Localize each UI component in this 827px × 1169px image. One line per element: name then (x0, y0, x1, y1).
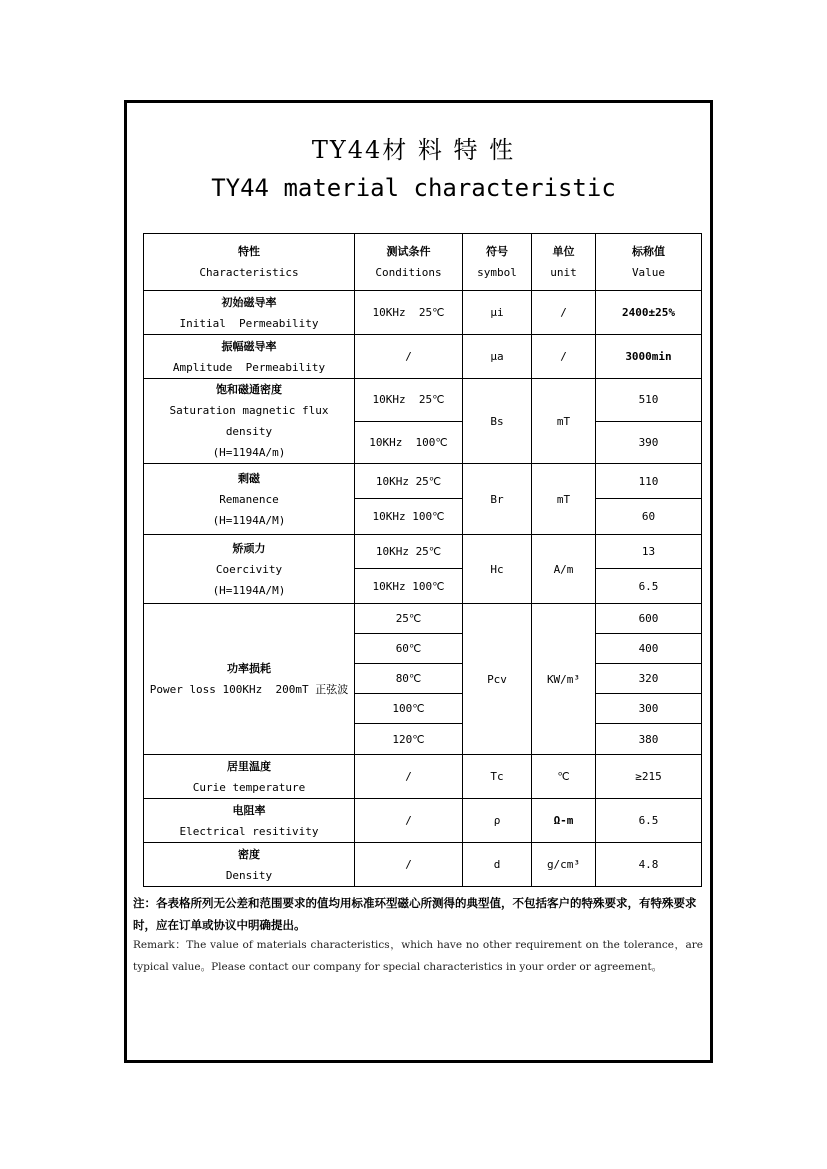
table-row (144, 335, 702, 379)
saturation-note: (H=1194A/m) (212, 446, 286, 459)
coercivity-name (144, 535, 355, 604)
saturation-cn: 饱和磁通密度 (216, 383, 282, 396)
curie-name (144, 755, 355, 799)
initial-permeability-en: Initial Permeability (179, 316, 319, 330)
coercivity-condition-1: 10KHz 25℃ (355, 535, 463, 569)
power-loss-value-5: 380 (596, 724, 702, 755)
resistivity-condition: / (355, 799, 463, 843)
density-symbol: d (463, 843, 532, 887)
coercivity-unit: A/m (532, 535, 596, 604)
remanence-en: Remanence (219, 492, 279, 506)
saturation-condition-2: 10KHz 100℃ (355, 421, 463, 464)
density-name (144, 843, 355, 887)
curie-unit: ℃ (532, 755, 596, 799)
remanence-condition-1: 10KHz 25℃ (355, 464, 463, 499)
saturation-en: Saturation magnetic flux density (169, 404, 329, 438)
table-row (144, 604, 702, 634)
power-loss-value-1: 600 (596, 604, 702, 634)
table-row (144, 843, 702, 887)
table-row (144, 755, 702, 799)
table-header-row (144, 234, 702, 291)
initial-permeability-symbol: μi (463, 291, 532, 335)
amplitude-permeability-condition: / (355, 335, 463, 379)
characteristics-table (143, 233, 702, 887)
power-loss-condition-4: 100℃ (355, 694, 463, 724)
power-loss-value-2: 400 (596, 634, 702, 664)
amplitude-permeability-cn: 振幅磁导率 (221, 339, 277, 353)
power-loss-cn: 功率损耗 (227, 662, 271, 675)
coercivity-note: (H=1194A/M) (212, 583, 286, 597)
header-symbol (463, 234, 532, 291)
saturation-name (144, 379, 355, 464)
coercivity-symbol: Hc (463, 535, 532, 604)
header-symbol-en: symbol (477, 266, 517, 279)
power-loss-condition-1: 25℃ (355, 604, 463, 634)
density-value: 4.8 (596, 843, 702, 887)
saturation-condition-1: 10KHz 25℃ (355, 379, 463, 422)
remanence-condition-2: 10KHz 100℃ (355, 499, 463, 535)
resistivity-en: Electrical resitivity (179, 824, 319, 838)
header-symbol-cn: 符号 (486, 245, 508, 258)
power-loss-value-4: 300 (596, 694, 702, 724)
resistivity-unit: Ω-m (532, 799, 596, 843)
saturation-value-1: 510 (596, 379, 702, 422)
power-loss-unit: KW/m³ (532, 604, 596, 755)
initial-permeability-cn: 初始磁导率 (221, 295, 277, 309)
power-loss-value-3: 320 (596, 664, 702, 694)
density-condition: / (355, 843, 463, 887)
title-english: TY44 material characteristic (211, 174, 616, 202)
density-unit: g/cm³ (532, 843, 596, 887)
remanence-cn: 剩磁 (238, 471, 260, 485)
density-cn: 密度 (238, 847, 260, 861)
remanence-name (144, 464, 355, 535)
table-row (144, 464, 702, 499)
header-value (596, 234, 702, 291)
power-loss-name (144, 604, 355, 755)
note-english: Remark：The value of materials characteristics，which have no other requirement on the tolerance，are typical value。Please contact our company for special characteristics in your order or agreement。 (133, 939, 703, 973)
amplitude-permeability-symbol: μa (463, 335, 532, 379)
header-unit-en: unit (550, 266, 577, 279)
curie-symbol: Tc (463, 755, 532, 799)
title-chinese: TY44材 料 特 性 (311, 136, 516, 164)
power-loss-symbol: Pcv (463, 604, 532, 755)
remanence-value-1: 110 (596, 464, 702, 499)
note-chinese: 注：各表格所列无公差和范围要求的值均用标准环型磁心所测得的典型值，不包括客户的特殊要求，有特殊要求时，应在订单或协议中明确提出。 (133, 896, 697, 932)
remanence-value-2: 60 (596, 499, 702, 535)
header-conditions-cn: 测试条件 (386, 245, 431, 258)
resistivity-name (144, 799, 355, 843)
coercivity-value-2: 6.5 (596, 569, 702, 604)
power-loss-condition-5: 120℃ (355, 724, 463, 755)
header-unit-cn: 单位 (552, 245, 575, 258)
curie-cn: 居里温度 (227, 759, 271, 773)
header-conditions-en: Conditions (375, 266, 442, 279)
header-characteristics-cn: 特性 (238, 245, 260, 258)
amplitude-permeability-name (144, 335, 355, 379)
curie-value: ≥215 (596, 755, 702, 799)
power-loss-condition-2: 60℃ (355, 634, 463, 664)
amplitude-permeability-en: Amplitude Permeability (172, 360, 326, 374)
header-conditions (355, 234, 463, 291)
resistivity-cn: 电阻率 (232, 803, 266, 817)
saturation-unit: mT (532, 379, 596, 464)
remanence-note: (H=1194A/M) (212, 513, 286, 527)
header-characteristics (144, 234, 355, 291)
table-row (144, 535, 702, 569)
initial-permeability-name (144, 291, 355, 335)
initial-permeability-unit: / (532, 291, 596, 335)
curie-en: Curie temperature (192, 780, 306, 794)
resistivity-value: 6.5 (596, 799, 702, 843)
coercivity-value-1: 13 (596, 535, 702, 569)
curie-condition: / (355, 755, 463, 799)
header-value-cn: 标称值 (632, 245, 665, 258)
remanence-unit: mT (532, 464, 596, 535)
resistivity-symbol: ρ (463, 799, 532, 843)
header-characteristics-en: Characteristics (199, 266, 299, 279)
power-loss-condition-3: 80℃ (355, 664, 463, 694)
header-value-en: Value (631, 266, 666, 279)
power-loss-en: Power loss 100KHz 200mT 正弦波 (149, 683, 349, 696)
initial-permeability-condition: 10KHz 25℃ (355, 291, 463, 335)
initial-permeability-value: 2400±25% (596, 291, 702, 335)
header-unit (532, 234, 596, 291)
table-row (144, 799, 702, 843)
amplitude-permeability-unit: / (532, 335, 596, 379)
table-row (144, 291, 702, 335)
coercivity-cn: 矫顽力 (232, 541, 266, 555)
coercivity-condition-2: 10KHz 100℃ (355, 569, 463, 604)
table-row (144, 379, 702, 422)
coercivity-en: Coercivity (215, 562, 283, 576)
saturation-value-2: 390 (596, 421, 702, 464)
remanence-symbol: Br (463, 464, 532, 535)
amplitude-permeability-value: 3000min (596, 335, 702, 379)
density-en: Density (225, 868, 273, 882)
saturation-symbol: Bs (463, 379, 532, 464)
